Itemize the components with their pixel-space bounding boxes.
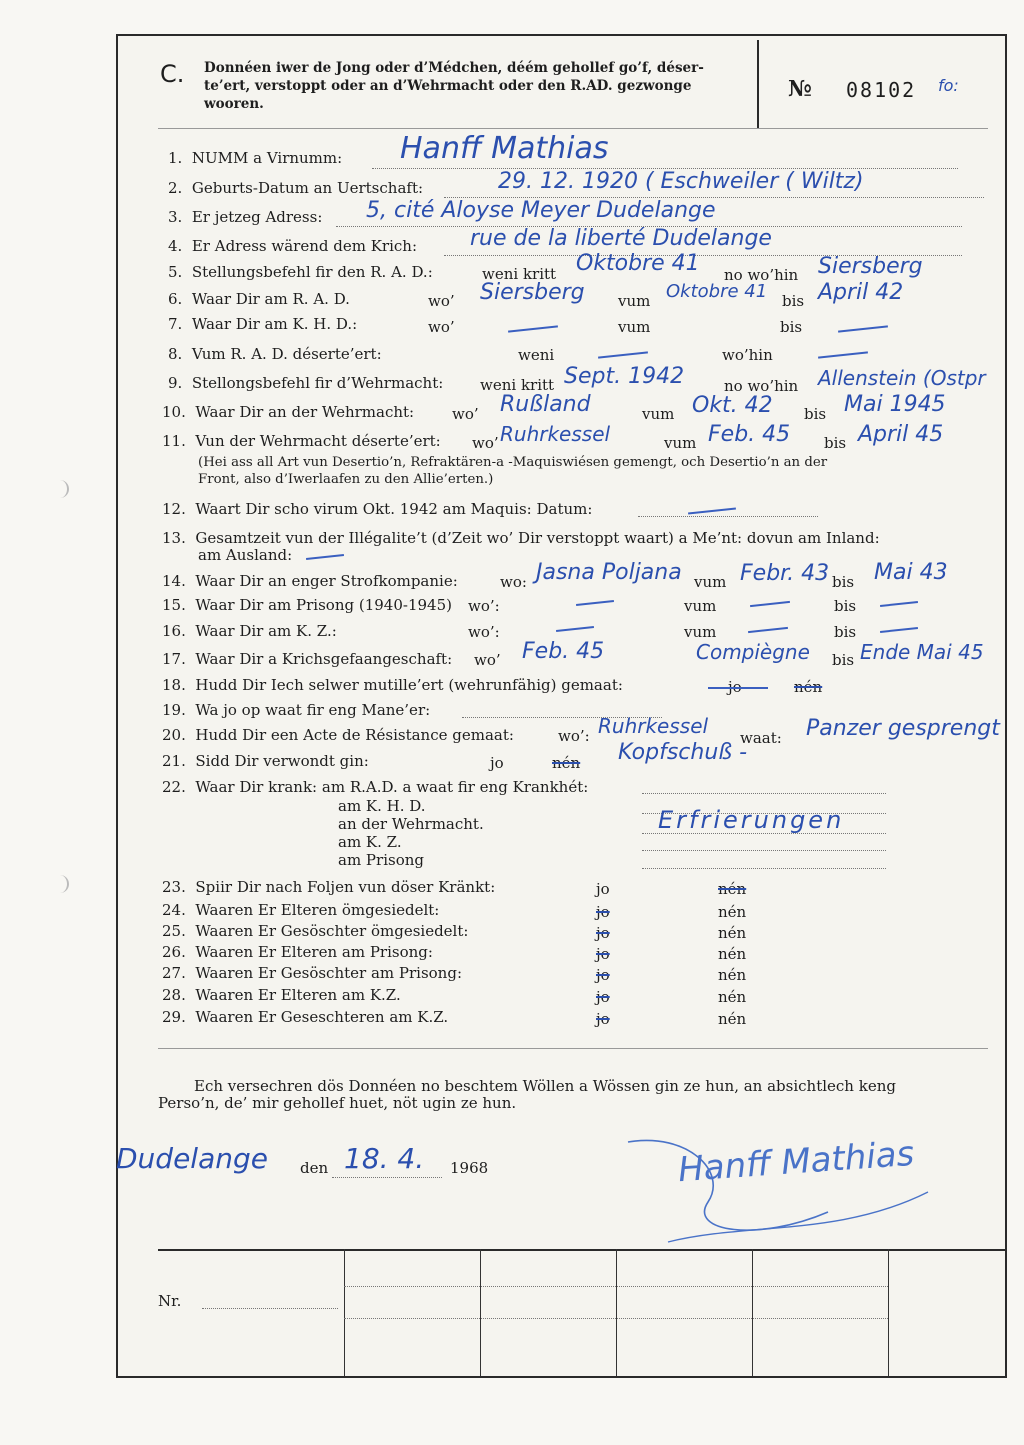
- row-14-bis: bis: [832, 573, 855, 591]
- row-7-dash-1: [508, 325, 558, 332]
- row-11-place: Ruhrkessel: [500, 422, 611, 446]
- row-29: 29. Waaren Er Geseschteren am K.Z.: [162, 1008, 449, 1026]
- row-16-wo: wo’:: [468, 623, 500, 641]
- row-11-to: April 45: [858, 422, 944, 447]
- row-11: 11. Vun der Wehrmacht déserte’ert:: [162, 432, 441, 450]
- row-25: 25. Waaren Er Gesöschter ömgesiedelt:: [162, 922, 469, 940]
- row-15-dash-2: [750, 601, 790, 607]
- header-title-1: Donnéen iwer de Jong oder d’Médchen, déém gehollef go’f, déser-: [204, 60, 704, 76]
- row-28: 28. Waaren Er Elteren am K.Z.: [162, 986, 401, 1004]
- row-29-nen: nén: [718, 1010, 747, 1028]
- row-11-bis: bis: [824, 434, 847, 452]
- row-13-dash: [306, 554, 344, 560]
- row-15: 15. Waar Dir am Prisong (1940-1945): [162, 596, 452, 614]
- row-15-bis: bis: [834, 597, 857, 615]
- row-17-to: Ende Mai 45: [860, 640, 984, 664]
- header-stamp: fo:: [938, 76, 959, 95]
- row-23-jo: jo: [596, 880, 610, 898]
- row-5-where: Siersberg: [818, 254, 923, 279]
- row-17-bis: bis: [832, 651, 855, 669]
- footer-table: [158, 1249, 1005, 1378]
- row-6-vum: vum: [618, 292, 651, 310]
- row-14: 14. Waar Dir an enger Strofkompanie:: [162, 572, 458, 590]
- row-11-note-2: Front, also d’Iwerlaafen zu den Allie’erten.): [198, 472, 494, 487]
- row-4-answer: rue de la liberté Dudelange: [470, 226, 772, 251]
- row-12-dash: [688, 507, 736, 514]
- row-7-vum: vum: [618, 318, 651, 336]
- row-24: 24. Waaren Er Elteren ömgesiedelt:: [162, 901, 440, 919]
- signature-flourish: [608, 1122, 948, 1252]
- row-22-line-1: [642, 793, 886, 794]
- row-16: 16. Waar Dir am K. Z.:: [162, 622, 337, 640]
- row-23: 23. Spiir Dir nach Foljen vun döser Kränkt:: [162, 878, 496, 896]
- row-22-sub-4: am Prisong: [338, 851, 424, 869]
- row-29-jo: jo: [596, 1010, 610, 1028]
- row-22-sub-1: am K. H. D.: [338, 797, 426, 815]
- row-2-answer: 29. 12. 1920 ( Eschweiler ( Wiltz): [498, 169, 864, 194]
- row-10-vum: vum: [642, 405, 675, 423]
- row-25-jo: jo: [596, 924, 610, 942]
- row-20-what: Panzer gesprengt: [806, 716, 1000, 741]
- row-14-to: Mai 43: [874, 560, 948, 585]
- row-18: 18. Hudd Dir Iech selwer mutille’ert (wehrunfähig) gemaat:: [162, 676, 623, 694]
- row-22-answer: Erfrierungen: [658, 806, 845, 834]
- row-22-sub-3: am K. Z.: [338, 833, 402, 851]
- row-6: 6. Waar Dir am R. A. D.: [168, 290, 350, 308]
- row-25-nen: nén: [718, 924, 747, 942]
- row-12-line: [638, 516, 818, 517]
- row-20-place: Ruhrkessel: [598, 714, 709, 738]
- row-6-to: April 42: [818, 280, 904, 305]
- declaration-rule: [158, 1048, 988, 1049]
- row-13: 13. Gesamtzeit vun der Illégalite’t (d’Zeit wo’ Dir verstoppt waart) a Me’nt: dovun am Inland:: [162, 529, 880, 547]
- row-1-answer: Hanff Mathias: [400, 131, 609, 166]
- form-number: 08102: [846, 78, 917, 102]
- header-divider: [757, 40, 759, 128]
- row-27-jo: jo: [596, 966, 610, 984]
- row-1: 1. NUMM a Virnumm:: [168, 149, 343, 167]
- row-11-vum: vum: [664, 434, 697, 452]
- row-20-wo: wo’:: [558, 727, 590, 745]
- row-21-answer: Kopfschuß -: [618, 740, 748, 765]
- signature-place: Dudelange: [116, 1142, 268, 1175]
- row-9: 9. Stellongsbefehl fir d’Wehrmacht:: [168, 374, 444, 392]
- row-27: 27. Waaren Er Gesöschter am Prisong:: [162, 964, 463, 982]
- signature-date: 18. 4.: [344, 1142, 425, 1175]
- row-20-waat: waat:: [740, 729, 782, 747]
- row-3-answer: 5, cité Aloyse Meyer Dudelange: [366, 198, 716, 223]
- row-14-from: Febr. 43: [740, 561, 830, 586]
- row-15-wo: wo’:: [468, 597, 500, 615]
- row-18-nen: nén: [794, 678, 823, 696]
- footer-row-line-2: [344, 1318, 888, 1319]
- row-19: 19. Wa jo op waat fir eng Mane’er:: [162, 701, 431, 719]
- row-7: 7. Waar Dir am K. H. D.:: [168, 315, 358, 333]
- footer-nr-line: [202, 1308, 338, 1309]
- row-24-nen: nén: [718, 903, 747, 921]
- row-10-bis: bis: [804, 405, 827, 423]
- row-4: 4. Er Adress wärend dem Krich:: [168, 237, 418, 255]
- row-28-nen: nén: [718, 988, 747, 1006]
- row-16-bis: bis: [834, 623, 857, 641]
- row-16-dash-2: [748, 627, 788, 633]
- row-17-wo: wo’: [474, 651, 501, 669]
- row-13-ausland: am Ausland:: [198, 546, 293, 564]
- signature-den: den: [300, 1159, 329, 1177]
- row-5-weni: weni kritt: [482, 265, 557, 283]
- row-9-where: Allenstein (Ostpr: [818, 366, 986, 390]
- row-9-wohin: no wo’hin: [724, 377, 799, 395]
- row-24-jo: jo: [596, 903, 610, 921]
- row-15-dash-3: [880, 601, 918, 607]
- row-18-dash: [708, 687, 768, 689]
- row-22: 22. Waar Dir krank: am R.A.D. a waat fir eng Krankhét:: [162, 778, 589, 796]
- row-16-dash-3: [880, 627, 918, 633]
- signature-year: 1968: [450, 1159, 489, 1177]
- row-21-nen: nén: [552, 754, 581, 772]
- row-8-weni: weni: [518, 346, 555, 364]
- row-17-place2: Compiègne: [696, 640, 810, 664]
- row-7-bis: bis: [780, 318, 803, 336]
- row-28-jo: jo: [596, 988, 610, 1006]
- footer-col-3: [616, 1249, 617, 1376]
- row-8-wohin: wo’hin: [722, 346, 773, 364]
- row-16-vum: vum: [684, 623, 717, 641]
- row-10-to: Mai 1945: [844, 392, 946, 417]
- row-6-from: Oktobre 41: [666, 281, 768, 302]
- header-title-3: wooren.: [204, 96, 264, 112]
- row-8-dash-1: [598, 351, 648, 358]
- row-7-dash-2: [838, 325, 888, 332]
- row-11-wo: wo’: [472, 434, 499, 452]
- row-14-place: Jasna Poljana: [536, 560, 682, 585]
- row-10-wo: wo’: [452, 405, 479, 423]
- row-9-when: Sept. 1942: [564, 364, 685, 389]
- signature-handwritten: Hanff Mathias: [676, 1133, 916, 1191]
- row-5-wohin: no wo’hin: [724, 266, 799, 284]
- row-6-place: Siersberg: [480, 280, 585, 305]
- footer-col-5: [888, 1249, 889, 1376]
- footer-col-2: [480, 1249, 481, 1376]
- row-23-nen: nén: [718, 880, 747, 898]
- footer-col-1: [344, 1249, 345, 1376]
- signature-date-line: [332, 1177, 442, 1178]
- row-26: 26. Waaren Er Elteren am Prisong:: [162, 943, 433, 961]
- declaration-line-2: Perso’n, de’ mir gehollef huet, nöt ugin ze hun.: [158, 1094, 517, 1112]
- row-22-line-4: [642, 850, 886, 851]
- footer-nr: Nr.: [158, 1292, 182, 1310]
- row-17-place: Feb. 45: [522, 639, 605, 664]
- row-15-dash-1: [576, 600, 614, 606]
- row-7-wo: wo’: [428, 318, 455, 336]
- row-21-jo: jo: [490, 754, 504, 772]
- footer-row-line-1: [344, 1286, 888, 1287]
- row-5: 5. Stellungsbefehl fir den R. A. D.:: [168, 263, 433, 281]
- section-letter: C.: [160, 60, 185, 88]
- row-20: 20. Hudd Dir een Acte de Résistance gemaat:: [162, 726, 514, 744]
- row-6-wo: wo’: [428, 292, 455, 310]
- row-8: 8. Vum R. A. D. déserte’ert:: [168, 345, 382, 363]
- row-18-jo: jo: [728, 678, 742, 696]
- declaration-line-1: Ech versechren dös Donnéen no beschtem Wöllen a Wössen gin ze hun, an absichtlech keng: [194, 1077, 896, 1095]
- row-10: 10. Waar Dir an der Wehrmacht:: [162, 403, 415, 421]
- row-11-from: Feb. 45: [708, 422, 791, 447]
- row-9-weni: weni kritt: [480, 376, 555, 394]
- row-26-nen: nén: [718, 945, 747, 963]
- form-sheet: [116, 34, 1007, 1378]
- row-10-place: Rußland: [500, 392, 591, 417]
- row-14-wo: wo:: [500, 573, 527, 591]
- row-14-vum: vum: [694, 573, 727, 591]
- header-rule: [158, 128, 988, 129]
- row-22-line-5: [642, 868, 886, 869]
- row-8-dash-2: [818, 351, 868, 358]
- row-17: 17. Waar Dir a Krichsgefaangeschaft:: [162, 650, 453, 668]
- row-22-sub-2: an der Wehrmacht.: [338, 815, 484, 833]
- row-5-when: Oktobre 41: [576, 251, 700, 276]
- row-26-jo: jo: [596, 945, 610, 963]
- row-21: 21. Sidd Dir verwondt gin:: [162, 752, 369, 770]
- row-12: 12. Waart Dir scho virum Okt. 1942 am Maquis: Datum:: [162, 500, 593, 518]
- row-16-dash-1: [556, 626, 594, 632]
- row-15-vum: vum: [684, 597, 717, 615]
- row-10-from: Okt. 42: [692, 393, 773, 418]
- row-11-note-1: (Hei ass all Art vun Desertio’n, Refraktären-a -Maquiswiésen gemengt, och Desertio’n an der: [198, 455, 828, 470]
- footer-col-4: [752, 1249, 753, 1376]
- row-3: 3. Er jetzeg Adress:: [168, 208, 323, 226]
- row-2: 2. Geburts-Datum an Uertschaft:: [168, 179, 424, 197]
- number-sign: №: [788, 76, 812, 102]
- header-title-2: te’ert, verstoppt oder an d’Wehrmacht oder den R.AD. gezwonge: [204, 78, 692, 94]
- row-6-bis: bis: [782, 292, 805, 310]
- row-27-nen: nén: [718, 966, 747, 984]
